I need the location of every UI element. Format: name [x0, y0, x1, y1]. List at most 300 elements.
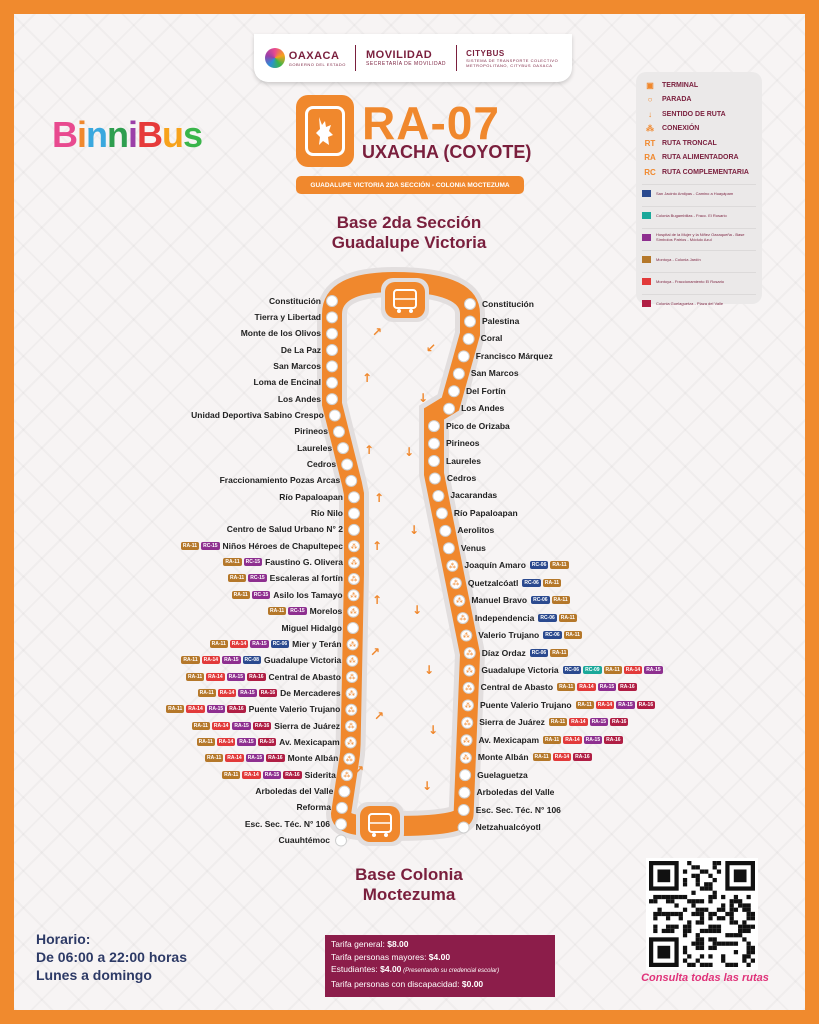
- qr-module: [674, 895, 678, 899]
- qr-module: [666, 925, 670, 929]
- qr-module: [721, 954, 725, 958]
- base-bottom-line2: Moctezuma: [362, 885, 456, 904]
- brand-letter: i: [128, 114, 138, 155]
- stop-row-left: [197, 686, 341, 699]
- qr-module: [708, 874, 712, 878]
- stop-row-right: [461, 541, 489, 554]
- qr-module: [734, 869, 747, 882]
- qr-module: [687, 954, 691, 958]
- route-tag: RA-14: [597, 701, 613, 708]
- stop-row-right: [482, 297, 537, 310]
- qr-module: [683, 946, 687, 950]
- qr-module: [696, 865, 700, 869]
- stop-name: Central de Abasto: [268, 671, 341, 682]
- stop-icon: [329, 410, 340, 421]
- stop-row-right: [468, 576, 562, 589]
- arrow-up-icon: ↑: [372, 539, 383, 553]
- qr-module: [751, 925, 755, 929]
- connection-icon: ⁂: [349, 608, 357, 617]
- stop-name: Puente Valerio Trujano: [248, 704, 341, 715]
- connection-icon: ⁂: [465, 666, 473, 675]
- stop-name: Río Papaloapan: [453, 507, 518, 518]
- stop-row-left: [221, 768, 336, 781]
- qr-module: [730, 912, 734, 916]
- stop-name: Laureles: [446, 455, 481, 466]
- stop-name: Coral: [480, 333, 503, 344]
- qr-module: [747, 895, 751, 899]
- qr-module: [696, 874, 700, 878]
- swatch-label: Hospital de la Mujer y la Niñez Oaxaqueña - Base Símbolos Patrios - Módulo Azul: [656, 232, 745, 242]
- route-tag: RA-14: [203, 657, 219, 664]
- connection-icon: ⁂: [465, 684, 473, 693]
- route-tag: RA-14: [219, 689, 235, 696]
- stop-name: Laureles: [297, 442, 333, 453]
- route-tag: RA-16: [638, 701, 654, 708]
- qr-module: [700, 916, 704, 920]
- qr-code[interactable]: [646, 858, 758, 970]
- arrow-up-icon: ↑: [372, 593, 383, 607]
- stop-icon: [458, 822, 469, 833]
- legend-label: PARADA: [662, 96, 692, 104]
- stop-row-left: [273, 359, 321, 372]
- qr-module: [730, 899, 734, 903]
- route-tag: RC-15: [290, 608, 305, 615]
- qr-module: [734, 899, 738, 903]
- stop-icon: [440, 525, 451, 536]
- qr-module: [700, 912, 704, 916]
- stop-icon: [349, 524, 360, 535]
- stop-icon: [458, 805, 469, 816]
- stop-name: De Mercaderes: [280, 687, 341, 698]
- qr-module: [662, 912, 666, 916]
- swatch-label: Montoya - Fraccionamiento El Rosario: [656, 278, 725, 284]
- fare-label: Tarifa personas mayores:: [331, 951, 429, 962]
- stop-icon: [336, 819, 347, 830]
- fare-note: (Presentando su credencial escolar): [401, 968, 500, 974]
- legend-label: CONEXIÓN: [662, 125, 700, 133]
- qr-module: [700, 954, 704, 958]
- stop-row-right: [481, 663, 663, 676]
- poster: [14, 14, 805, 1010]
- route-tag: RA-15: [252, 640, 267, 647]
- qr-module: [708, 946, 712, 950]
- qr-module: [742, 937, 746, 941]
- terminal-bottom-icon-wheel: [372, 833, 376, 837]
- route-tag: RA-15: [247, 755, 263, 762]
- brand-letter: n: [86, 114, 108, 155]
- stop-row-right: [461, 402, 507, 415]
- qr-code-icon: [649, 861, 755, 967]
- stop-name: Netzahualcóyotl: [475, 822, 541, 832]
- stop-name: Tierra y Libertad: [254, 311, 321, 322]
- qr-module: [717, 929, 721, 933]
- stop-name: Miguel Hidalgo: [281, 622, 342, 633]
- stop-icon: [433, 490, 444, 501]
- base-bottom-title: [274, 865, 544, 905]
- stop-icon: [347, 623, 358, 634]
- qr-module: [738, 925, 742, 929]
- qr-module: [717, 869, 721, 873]
- qr-module: [747, 946, 751, 950]
- stop-name: Independencia: [474, 612, 535, 623]
- qr-module: [708, 963, 712, 967]
- legend-key-icon: ↓: [648, 109, 652, 119]
- route-tag: RC-06: [540, 614, 555, 621]
- stop-row-left: [279, 834, 330, 847]
- qr-module: [683, 929, 687, 933]
- qr-module: [713, 891, 717, 895]
- route-tag: RA-16: [620, 684, 635, 691]
- route-tag: RA-14: [625, 666, 641, 673]
- stop-icon: [327, 312, 338, 323]
- stop-row-right: [450, 489, 500, 502]
- route-tag: RA-11: [187, 673, 203, 680]
- qr-module: [725, 942, 729, 946]
- legend-label: RUTA COMPLEMENTARIA: [662, 168, 749, 176]
- route-tag: RA-15: [208, 706, 224, 713]
- route-tag: RA-11: [552, 649, 567, 656]
- route-tag: RC-06: [272, 640, 288, 647]
- route-tag: RA-11: [207, 755, 222, 762]
- stop-row-left: [297, 441, 332, 454]
- stop-name: Pirineos: [446, 438, 480, 449]
- connection-icon: ⁂: [452, 579, 460, 588]
- stop-name: Siderita: [304, 769, 336, 780]
- route-tag: RC-15: [253, 591, 269, 598]
- arrow-up-icon: ↑: [362, 371, 373, 385]
- qr-module: [691, 963, 695, 967]
- qr-module: [742, 925, 746, 929]
- base-top-line1: Base 2da Sección: [336, 213, 482, 232]
- stop-name: San Marcos: [470, 368, 519, 379]
- stop-name: Río Nilo: [310, 508, 343, 519]
- qr-module: [734, 920, 738, 924]
- stop-row-left: [311, 507, 343, 520]
- qr-module: [751, 912, 755, 916]
- connection-icon: ⁂: [347, 738, 355, 747]
- route-tag: RA-11: [544, 579, 560, 586]
- qr-module: [713, 946, 717, 950]
- route-tag: RA-11: [168, 706, 183, 713]
- route-tag: RA-15: [618, 701, 633, 708]
- stop-row-right: [466, 384, 509, 397]
- qr-module: [717, 942, 721, 946]
- stop-icon: [342, 459, 353, 470]
- qr-module: [700, 937, 704, 941]
- qr-module: [708, 937, 712, 941]
- stop-row-right: [454, 506, 521, 519]
- qr-module: [751, 946, 755, 950]
- stop-name: San Marcos: [273, 360, 321, 371]
- stop-name: Pirineos: [294, 426, 328, 437]
- base-top-line2: Guadalupe Victoria: [331, 233, 487, 252]
- qr-module: [730, 963, 734, 967]
- qr-module: [747, 942, 751, 946]
- stop-icon: [333, 426, 344, 437]
- qr-module: [721, 942, 725, 946]
- qr-module: [717, 916, 721, 920]
- stop-row-right: [482, 646, 570, 659]
- legend-label: RUTA ALIMENTADORA: [662, 154, 739, 162]
- fare-label: Tarifa general:: [331, 939, 388, 949]
- gov-movilidad-label: MOVILIDAD: [365, 49, 433, 61]
- stop-name: Unidad Deportiva Sabino Crespo: [191, 409, 324, 420]
- stop-row-right: [481, 681, 638, 694]
- qr-module: [670, 925, 674, 929]
- connection-icon: ⁂: [350, 542, 358, 551]
- qr-module: [653, 925, 657, 929]
- stop-row-left: [165, 703, 340, 716]
- route-tag: RA-16: [268, 755, 283, 762]
- route-tag: RA-16: [260, 689, 276, 696]
- qr-module: [670, 912, 674, 916]
- route-tag: RA-16: [254, 722, 270, 729]
- stop-row-left: [296, 801, 330, 814]
- route-tag: RA-14: [188, 706, 203, 713]
- arrow-down-icon: ↙: [426, 341, 437, 355]
- stop-row-left: [191, 408, 324, 421]
- qr-module: [747, 908, 751, 912]
- qr-module: [721, 895, 725, 899]
- qr-module: [670, 929, 674, 933]
- stop-name: Monte Albán: [287, 753, 339, 764]
- stop-row-left: [227, 572, 343, 585]
- connection-icon: ⁂: [463, 719, 471, 728]
- swatch-label: Colonia Bugambilias - Fracc. El Rosario: [656, 212, 727, 218]
- connection-icon: ⁂: [466, 649, 474, 658]
- qr-module: [734, 942, 738, 946]
- arrow-down-icon: ↓: [418, 391, 429, 405]
- stop-row-right: [464, 559, 569, 572]
- qr-module: [704, 929, 708, 933]
- qr-module: [742, 954, 746, 958]
- gov-citybus-label: CITYBUS: [466, 48, 505, 58]
- qr-module: [679, 912, 683, 916]
- stop-name: Esc. Sec. Téc. N° 106: [475, 804, 561, 815]
- qr-module: [721, 959, 725, 963]
- route-tag: RC-06: [531, 649, 547, 656]
- connection-icon: ⁂: [459, 614, 467, 623]
- connection-icon: ⁂: [462, 632, 470, 641]
- qr-module: [700, 942, 704, 946]
- stop-row-right: [482, 314, 522, 327]
- qr-module: [691, 942, 695, 946]
- qr-module: [734, 895, 738, 899]
- route-tag: RC-08: [244, 657, 259, 664]
- connection-icon: ⁂: [348, 689, 356, 698]
- route-tag: RC-06: [564, 666, 580, 673]
- route-tag: RA-11: [211, 640, 226, 647]
- arrow-up-icon: ↗: [370, 645, 381, 659]
- stop-name: Aerolitos: [457, 525, 495, 536]
- stop-icon: [463, 333, 474, 344]
- connection-icon: ⁂: [350, 575, 358, 584]
- route-tag: RA-14: [565, 736, 580, 743]
- qr-module: [713, 895, 717, 899]
- stop-name: Asilo los Tamayo: [273, 589, 343, 600]
- stop-row-right: [478, 629, 583, 642]
- legend-key-icon: ○: [647, 95, 653, 105]
- stop-name: De La Paz: [280, 344, 321, 355]
- stop-row-left: [307, 458, 336, 471]
- qr-module: [687, 963, 691, 967]
- stop-icon: [448, 386, 459, 397]
- fare-row: [331, 978, 549, 991]
- route-tag: RC-15: [203, 542, 218, 549]
- stop-name: Escaleras al fortín: [269, 573, 343, 584]
- gov-oaxaca-label: OAXACA: [288, 49, 340, 62]
- qr-module: [700, 920, 704, 924]
- brand-letter: s: [183, 114, 203, 155]
- qr-module: [747, 925, 751, 929]
- stop-row-left: [269, 294, 321, 307]
- qr-module: [704, 869, 708, 873]
- stop-row-right: [481, 332, 506, 345]
- qr-module: [696, 878, 700, 882]
- stop-name: Central de Abasto: [480, 682, 554, 693]
- brand-letter: u: [162, 114, 184, 155]
- qr-module: [747, 912, 751, 916]
- route-tag: RA-11: [230, 575, 245, 582]
- qr-module: [713, 937, 717, 941]
- qr-module: [683, 950, 687, 954]
- stop-icon: [436, 508, 447, 519]
- base-bottom-line1: Base Colonia: [355, 865, 463, 884]
- swatch-label: Montoya - Colonia Jardín: [656, 256, 701, 262]
- route-tag: RA-11: [193, 722, 208, 729]
- connection-icon: ⁂: [345, 755, 353, 764]
- qr-module: [742, 903, 746, 907]
- qr-module: [700, 886, 704, 890]
- qr-module: [713, 912, 717, 916]
- stop-icon: [327, 361, 338, 372]
- terminal-top-icon: [385, 282, 425, 318]
- qr-module: [708, 925, 712, 929]
- qr-module: [657, 946, 670, 959]
- qr-module: [696, 912, 700, 916]
- qr-module: [662, 895, 666, 899]
- stop-row-right: [476, 821, 544, 834]
- arrow-up-icon: ↑: [364, 443, 375, 457]
- stop-row-right: [447, 472, 479, 485]
- route-tag: RA-15: [591, 719, 607, 726]
- stop-name: Monte Albán: [477, 752, 529, 763]
- qr-module: [704, 963, 708, 967]
- qr-module: [696, 959, 700, 963]
- stop-name: Fraccionamiento Pozas Arcas: [219, 475, 341, 486]
- stop-name: Centro de Salud Urbano N° 2: [226, 524, 343, 535]
- stop-row-right: [446, 454, 484, 467]
- qr-module: [713, 942, 717, 946]
- stop-name: Faustino G. Olivera: [265, 557, 343, 568]
- qr-module: [657, 912, 661, 916]
- gov-citybus-sub: SISTEMA DE TRANSPORTE COLECTIVO METROPOLITANO, CITYBUS OAXACA: [466, 57, 559, 68]
- stop-name: Francisco Márquez: [475, 350, 553, 361]
- stop-row-left: [222, 556, 343, 569]
- qr-module: [687, 861, 691, 865]
- qr-module: [666, 899, 670, 903]
- qr-module: [653, 916, 657, 920]
- connection-icon: ⁂: [448, 562, 456, 571]
- route-tag: RC-06: [531, 562, 547, 569]
- stop-row-right: [471, 594, 570, 607]
- connection-icon: ⁂: [348, 657, 356, 666]
- route-tag: RA-11: [560, 614, 575, 621]
- route-tag: RA-11: [577, 701, 592, 708]
- stop-row-right: [477, 768, 531, 781]
- schedule-hours: De 06:00 a 22:00 horas: [36, 949, 187, 965]
- schedule-label: Horario:: [36, 931, 91, 947]
- stop-icon: [349, 492, 360, 503]
- route-name: UXACHA (COYOTE): [362, 142, 532, 162]
- qr-module: [691, 899, 695, 903]
- stop-row-left: [279, 490, 343, 503]
- terminal-top-icon-wheel: [397, 309, 401, 313]
- connection-icon: ⁂: [347, 706, 355, 715]
- stop-row-right: [471, 367, 522, 380]
- stop-name: Quetzalcóatl: [467, 577, 519, 588]
- qr-module: [734, 963, 738, 967]
- qr-module: [666, 912, 670, 916]
- stop-icon: [429, 438, 440, 449]
- brand-letter: i: [77, 114, 87, 155]
- stop-row-left: [278, 392, 321, 405]
- qr-module: [657, 908, 661, 912]
- route-tag: RA-14: [231, 640, 247, 647]
- connection-icon: ⁂: [347, 722, 355, 731]
- route-tag: RA-15: [599, 684, 615, 691]
- connection-icon: ⁂: [463, 736, 471, 745]
- qr-module: [696, 946, 700, 950]
- stop-name: Palestina: [482, 315, 520, 326]
- qr-module: [679, 916, 683, 920]
- qr-module: [742, 929, 746, 933]
- route-tag: RA-15: [224, 657, 239, 664]
- qr-module: [687, 929, 691, 933]
- route-tag: RA-16: [249, 673, 264, 680]
- qr-module: [653, 899, 657, 903]
- qr-module: [721, 903, 725, 907]
- stop-name: Niños Héroes de Chapultepec: [222, 540, 343, 551]
- qr-module: [725, 933, 729, 937]
- qr-module: [730, 916, 734, 920]
- stop-row-left: [231, 588, 343, 601]
- stop-name: Guadalupe Victoria: [263, 655, 342, 666]
- connection-icon: ⁂: [348, 673, 356, 682]
- stop-icon: [443, 543, 454, 554]
- stop-row-right: [476, 803, 564, 816]
- stop-row-left: [180, 539, 343, 552]
- legend-label: TERMINAL: [662, 81, 699, 89]
- qr-module: [725, 912, 729, 916]
- qr-module: [730, 908, 734, 912]
- route-tag: RA-15: [234, 722, 249, 729]
- qr-module: [653, 895, 657, 899]
- qr-module: [751, 959, 755, 963]
- qr-module: [666, 916, 670, 920]
- route-tag: RA-14: [208, 673, 223, 680]
- route-tag: RA-15: [240, 689, 255, 696]
- stop-icon: [336, 802, 347, 813]
- connection-icon: ⁂: [455, 597, 463, 606]
- stop-row-left: [185, 670, 341, 683]
- stop-name: Arboledas del Valle: [255, 786, 334, 796]
- route-tag: RA-16: [285, 771, 300, 778]
- qr-module: [696, 937, 700, 941]
- arrow-down-icon: ↓: [409, 523, 420, 537]
- stop-icon: [460, 770, 471, 781]
- route-tag: RA-15: [239, 738, 254, 745]
